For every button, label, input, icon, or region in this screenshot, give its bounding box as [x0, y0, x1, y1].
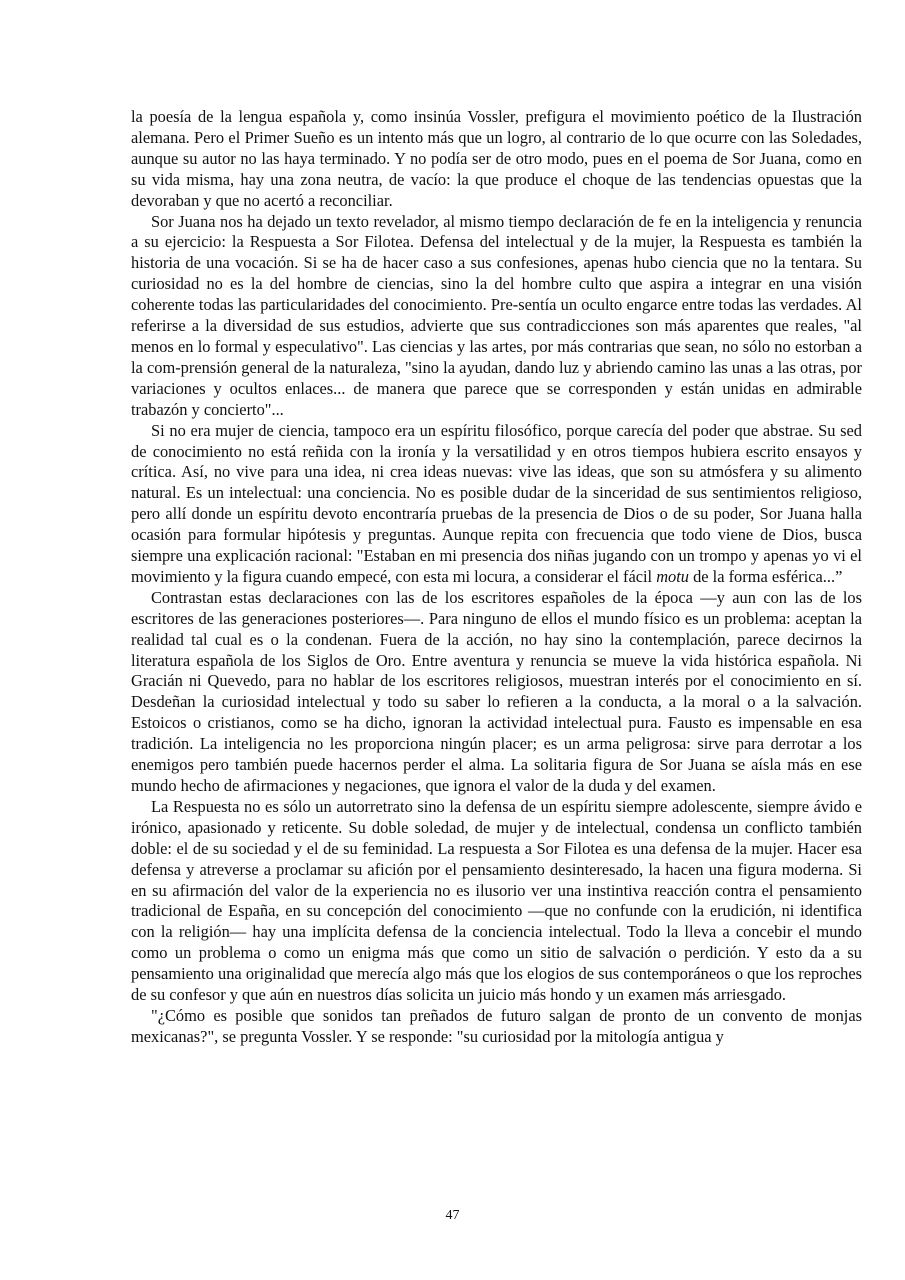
paragraph-3-italic-word: motu — [656, 566, 689, 586]
page-number: 47 — [445, 1208, 460, 1223]
paragraph-3-text-after: de la forma esférica...” — [689, 566, 843, 586]
paragraph-4: Contrastan estas declaraciones con las de los escritores españoles de la época —y aun con las de los escritores de las generaciones posteriores—. Para ninguno de ellos el mundo físico es un problema: aceptan la realidad tal cual es o la condenan. Fuera de la acción, no hay sino la contemplación, parece decirnos la literatura española de los Siglos de Oro. Entre aventura y renuncia se mueve la vida histórica española. Ni Gracián ni Quevedo, para no hablar de los escritores religiosos, muestran interés por el conocimiento en sí. Desdeñan la curiosidad intelectual y todo su saber lo refieren a la conducta, a la moral o a la salvación. Estoicos o cristianos, como se ha dicho, ignoran la actividad intelectual pura. Fausto es impensable en esa tradición. La inteligencia no les proporciona ningún placer; es un arma peligrosa: sirve para derrotar a los enemigos pero también puede hacernos perder el alma. La solitaria figura de Sor Juana se aísla más en ese mundo hecho de afirmaciones y negaciones, que ignora el valor de la duda y del examen. — [131, 587, 862, 795]
paragraph-2: Sor Juana nos ha dejado un texto revelador, al mismo tiempo declaración de fe en la inteligencia y renuncia a su ejercicio: la Respuesta a Sor Filotea. Defensa del intelectual y de la mujer, la Respuesta es también la historia de una vocación. Si se ha de hacer caso a sus confesiones, apenas hubo ciencia que no la tentara. Su curiosidad no es la del hombre de ciencias, sino la del hombre culto que aspira a integrar en una visión coherente todas las particularidades del conocimiento. Pre-sentía un oculto engarce entre todas las verdades. Al referirse a la diversidad de sus estudios, advierte que sus contradicciones son más aparentes que reales, "al menos en lo formal y especulativo". Las ciencias y las artes, por más contrarias que sean, no sólo no estorban a la com-prensión general de la naturaleza, "sino la ayudan, dando luz y abriendo camino las unas a las otras, por variaciones y ocultos enlaces... de manera que parece que se corresponden y están unidas en admirable trabazón y concierto"... — [131, 211, 862, 419]
page-body — [131, 107, 862, 1048]
paragraph-3 — [131, 421, 862, 588]
paragraph-6: "¿Cómo es posible que sonidos tan preñados de futuro salgan de pronto de un convento de monjas mexicanas?", se pregunta Vossler. Y se responde: "su curiosidad por la mitología antigua y — [131, 1005, 862, 1046]
paragraph-5: La Respuesta no es sólo un autorretrato sino la defensa de un espíritu siempre adolescente, siempre ávido e irónico, apasionado y reticente. Su doble soledad, de mujer y de intelectual, condensa un conflicto también doble: el de su sociedad y el de su feminidad. La respuesta a Sor Filotea es una defensa de la mujer. Hacer esa defensa y atreverse a proclamar su afición por el pensamiento desinteresado, la hacen una figura moderna. Si en su afirmación del valor de la experiencia no es ilusorio ver una instintiva reacción contra el pensamiento tradicional de España, en su concepción del conocimiento —que no confunde con la erudición, ni identifica con la religión— hay una implícita defensa de la conciencia intelectual. Todo la lleva a concebir el mundo como un problema o como un enigma más que como un sitio de salvación o perdición. Y esto da a su pensamiento una originalidad que merecía algo más que los elogios de sus contemporáneos o que los reproches de su confesor y que aún en nuestros días solicita un juicio más hondo y un examen más arriesgado. — [131, 796, 862, 1005]
paragraph-1: la poesía de la lengua española y, como insinúa Vossler, prefigura el movimiento poético de la Ilustración alemana. Pero el Primer Sueño es un intento más que un logro, al contrario de lo que ocurre con las Soledades, aunque su autor no las haya terminado. Y no podía ser de otro modo, pues en el poema de Sor Juana, como en su vida misma, hay una zona neutra, de vacío: la que produce el choque de las tendencias opuestas que la devoraban y que no acertó a reconciliar. — [131, 107, 862, 210]
paragraph-3-text-before: Si no era mujer de ciencia, tampoco era un espíritu filosófico, porque carecía del poder que abstrae. Su sed de conocimiento no está reñida con la ironía y la versatilidad y en otros tiempos hubiera escrito ensayos y crítica. Así, no vive para una idea, ni crea ideas nuevas: vive las ideas, que son su atmósfera y su alimento natural. Es un intelectual: una conciencia. No es posible dudar de la sinceridad de sus sentimientos religioso, pero allí donde un espíritu devoto encontraría pruebas de la presencia de Dios o de su poder, Sor Juana halla ocasión para formular hipótesis y preguntas. Aunque repita con frecuencia que todo viene de Dios, busca siempre una explicación racional: "Estaban en mi presencia dos niñas jugando con un trompo y apenas yo vi el movimiento y la figura cuando empecé, con esta mi locura, a considerar el fácil — [131, 420, 862, 586]
